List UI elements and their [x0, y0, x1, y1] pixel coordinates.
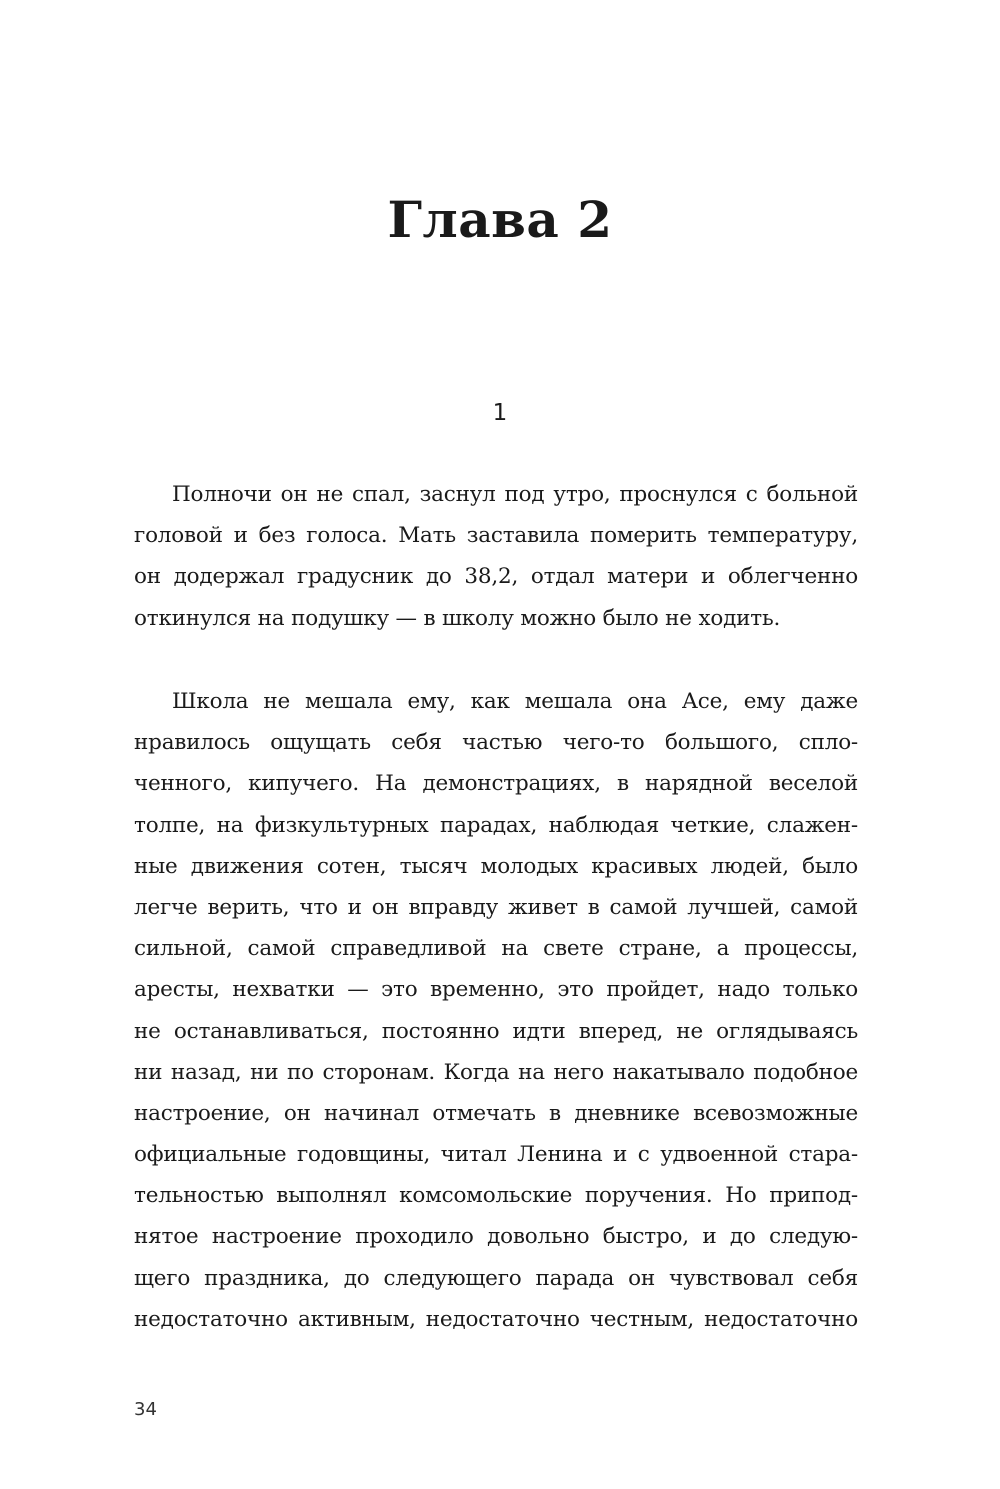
text-line: нравилось ощущать себя частью чего-то большого, спло-	[134, 730, 858, 756]
paragraph-1	[134, 474, 858, 639]
text-line: он додержал градусник до 38,2, отдал матери и облегченно	[134, 564, 858, 590]
text-line: сильной, самой справедливой на свете стране, а процессы,	[134, 936, 858, 962]
paragraph-2	[134, 681, 858, 1340]
text-line: настроение, он начинал отмечать в дневнике всевозможные	[134, 1100, 858, 1126]
text-line: откинулся на подушку — в школу можно было не ходить.	[134, 605, 781, 631]
text-line: нятое настроение проходило довольно быстро, и до следую-	[134, 1224, 858, 1250]
text-line: аресты, нехватки — это временно, это пройдет, надо только	[134, 977, 858, 1003]
text-line: Школа не мешала ему, как мешала она Асе, ему даже	[172, 689, 858, 714]
text-line: Полночи он не спал, заснул под утро, проснулся с больной	[172, 482, 858, 507]
text-line: головой и без голоса. Мать заставила померить температуру,	[134, 523, 858, 549]
text-line: легче верить, что и он вправду живет в самой лучшей, самой	[134, 894, 858, 920]
chapter-title: Глава 2	[387, 190, 613, 249]
text-line: ченного, кипучего. На демонстрациях, в нарядной веселой	[134, 771, 858, 797]
text-line: тельностью выполнял комсомольские поручения. Но припод-	[134, 1183, 858, 1209]
text-line: не останавливаться, постоянно идти вперед, не оглядываясь	[134, 1018, 858, 1044]
section-number: 1	[492, 400, 508, 426]
page-number: 34	[134, 1399, 157, 1420]
text-line: недостаточно активным, недостаточно честным, недостаточно	[134, 1306, 858, 1332]
text-line: ные движения сотен, тысяч молодых красивых людей, было	[134, 853, 858, 879]
text-line: официальные годовщины, читал Ленина и с удвоенной стара-	[134, 1142, 858, 1168]
text-line: толпе, на физкультурных парадах, наблюдая четкие, слажен-	[134, 812, 858, 838]
text-line: ни назад, ни по сторонам. Когда на него накатывало подобное	[134, 1059, 858, 1085]
text-line: щего праздника, до следующего парада он чувствовал себя	[134, 1265, 858, 1291]
